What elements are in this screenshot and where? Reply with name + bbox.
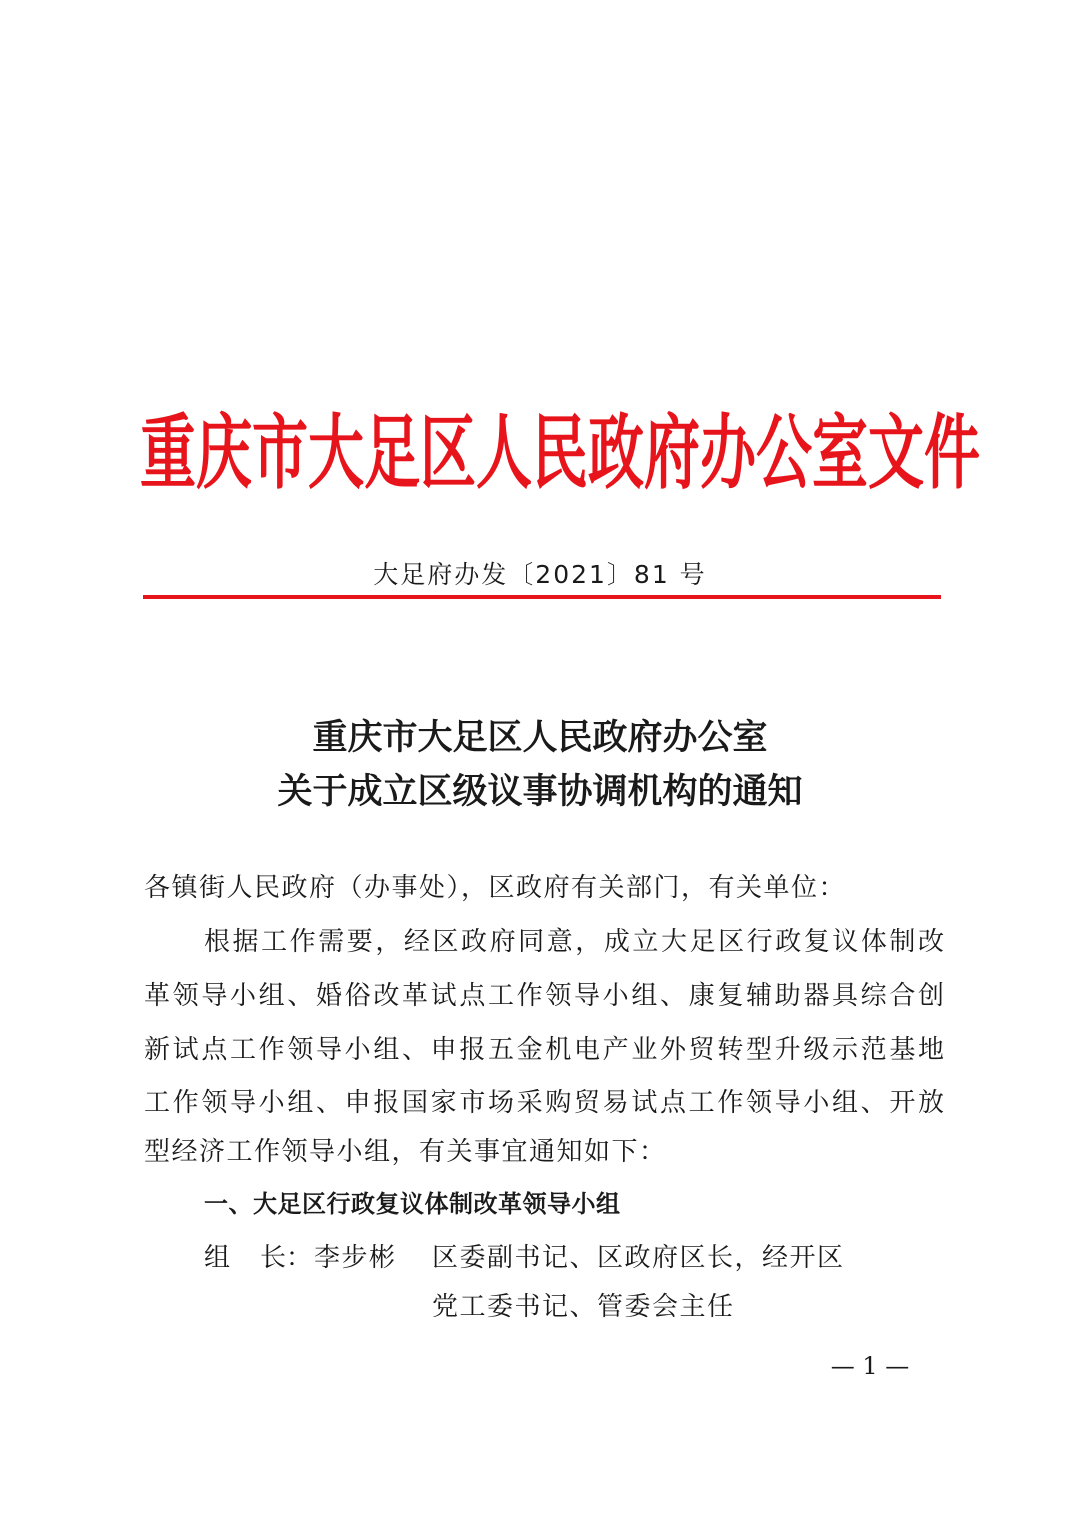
page-number: — 1 — [830, 1352, 910, 1380]
leader-name: 李步彬 [314, 1243, 397, 1273]
role-label-leader [204, 1238, 312, 1278]
body-line-3: 新试点工作领导小组、申报五金机电产业外贸转型升级示范基地 [144, 1035, 944, 1065]
leader-title-line-2: 党工委书记、管委会主任 [432, 1292, 735, 1322]
body-line-2: 革领导小组、婚俗改革试点工作领导小组、康复辅助器具综合创 [144, 981, 944, 1011]
section-heading-1: 一、大足区行政复议体制改革领导小组 [204, 1190, 621, 1218]
notice-title-line-1: 重庆市大足区人民政府办公室 [312, 717, 768, 758]
notice-title-line-2: 关于成立区级议事协调机构的通知 [277, 771, 803, 812]
role-label-char-1: 组 [204, 1243, 231, 1273]
salutation: 各镇街人民政府（办事处），区政府有关部门，有关单位： [144, 873, 847, 903]
leader-title-line-1: 区委副书记、区政府区长，经开区 [432, 1243, 845, 1273]
role-label-char-2: 长： [260, 1243, 313, 1273]
document-masthead: 重庆市大足区人民政府办公室文件 [140, 406, 980, 502]
document-number: 大足府办发〔2021〕81 号 [373, 560, 707, 589]
body-line-1: 根据工作需要，经区政府同意，成立大足区行政复议体制改 [204, 927, 944, 957]
body-line-4: 工作领导小组、申报国家市场采购贸易试点工作领导小组、开放 [144, 1088, 944, 1118]
body-line-5: 型经济工作领导小组，有关事宜通知如下： [144, 1137, 667, 1167]
red-divider-rule [143, 595, 941, 599]
